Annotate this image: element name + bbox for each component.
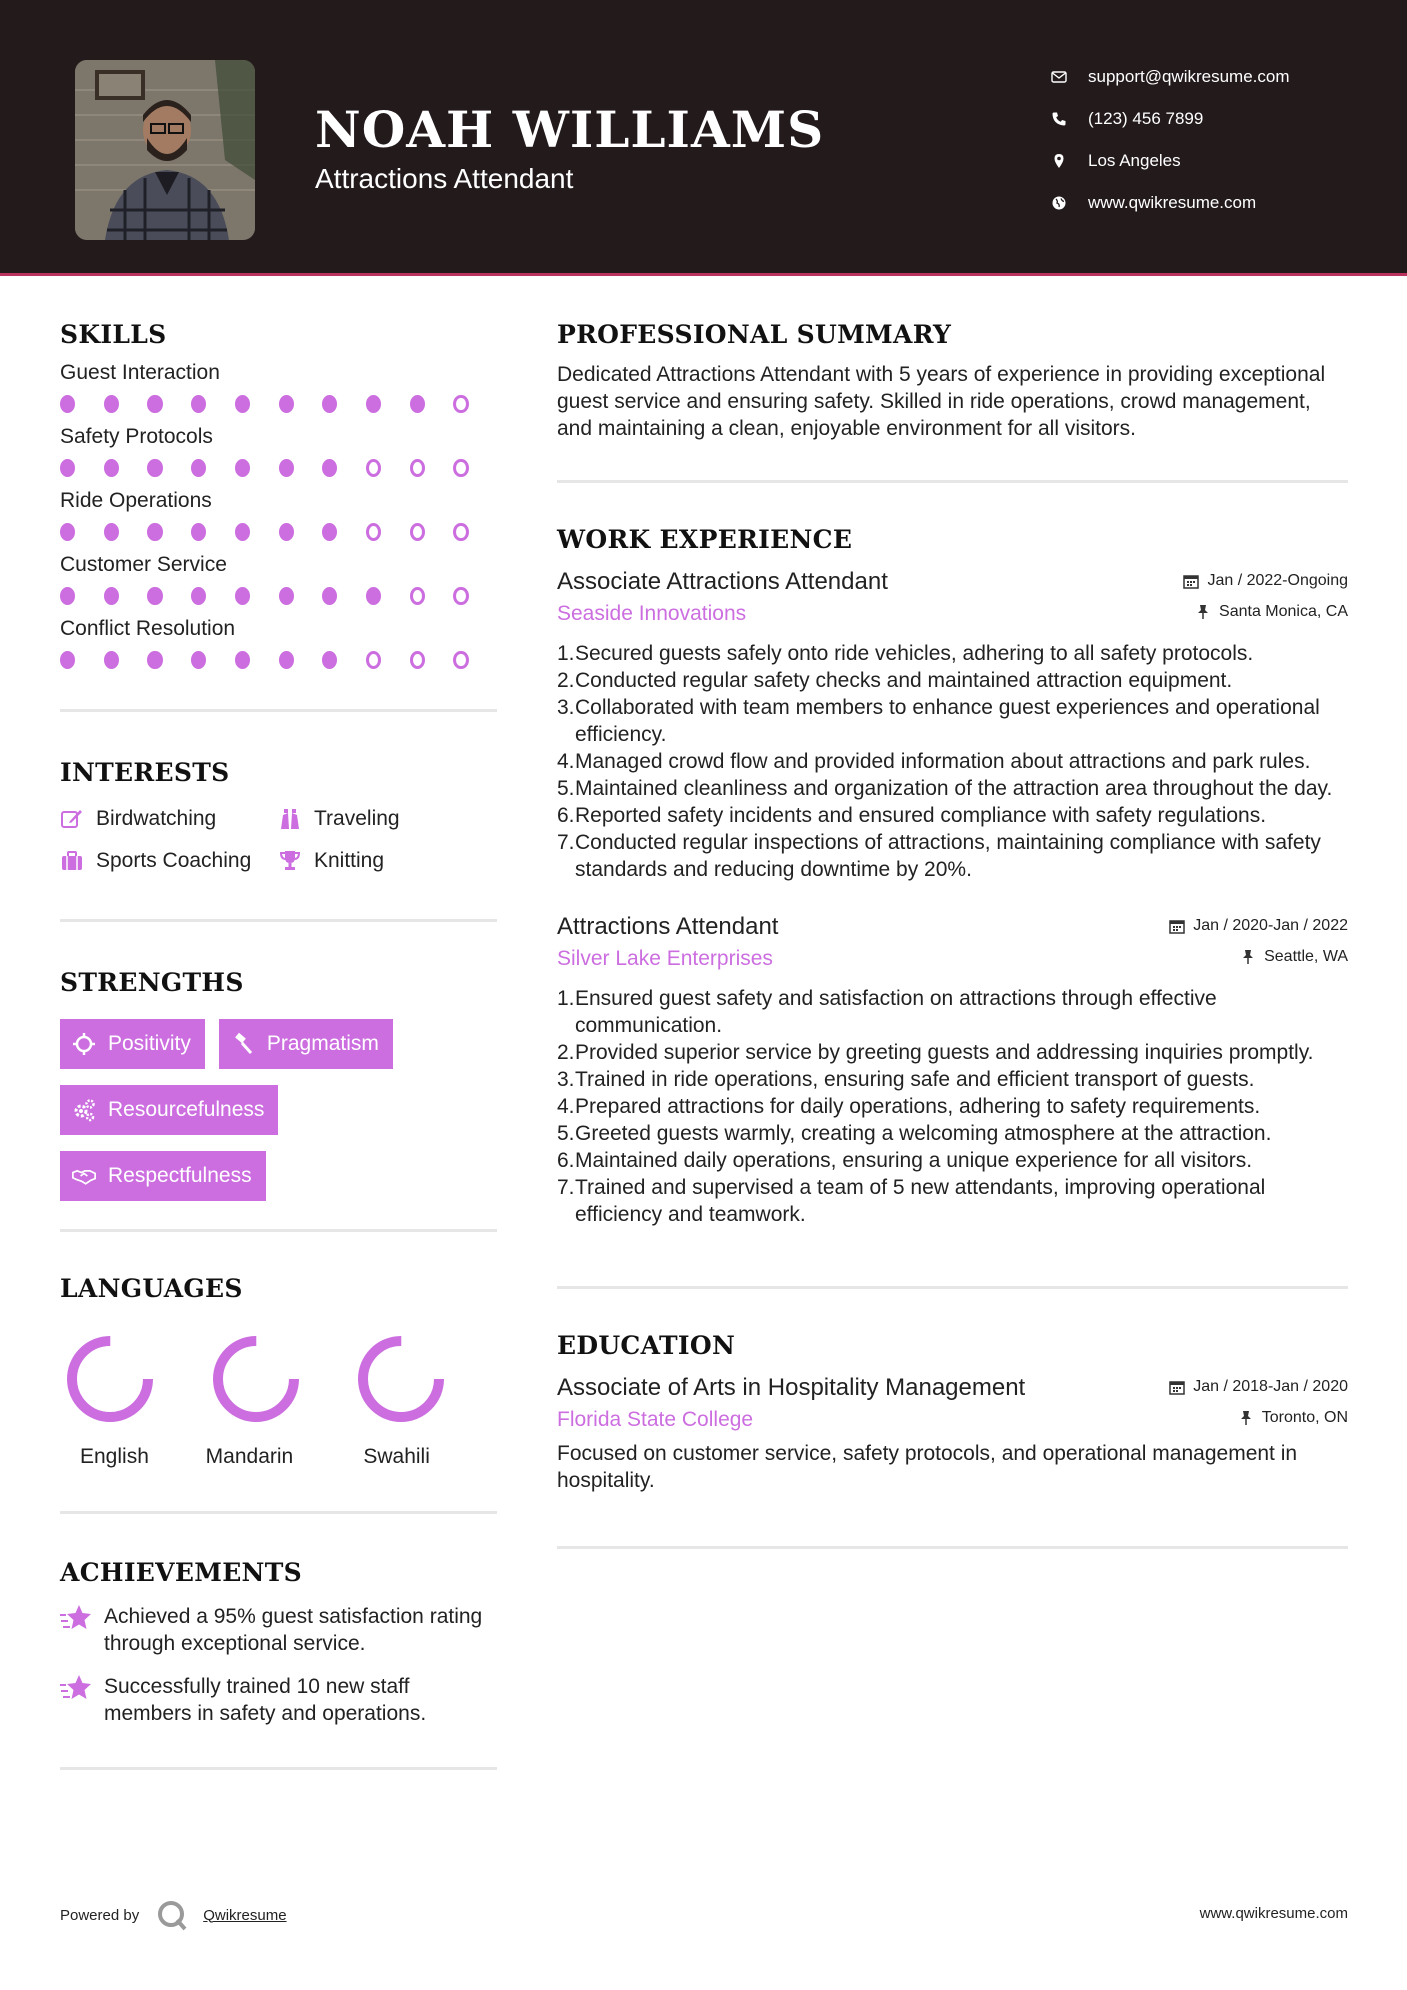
job-bullet xyxy=(557,985,1348,1039)
calendar-icon xyxy=(1169,918,1185,934)
gears-icon xyxy=(72,1098,96,1122)
job-bullet xyxy=(557,1066,1348,1093)
degree-title: Associate of Arts in Hospitality Management xyxy=(557,1374,1026,1401)
skill-item xyxy=(60,553,497,605)
rating-dot-filled xyxy=(147,651,162,669)
job-bullet xyxy=(557,1039,1348,1066)
rating-dot-filled xyxy=(322,523,337,541)
calendar-icon xyxy=(1183,573,1199,589)
rating-dot-filled xyxy=(279,523,294,541)
education-heading: EDUCATION xyxy=(557,1331,736,1360)
job-bullet xyxy=(557,1174,1348,1228)
job-bullet xyxy=(557,640,1348,667)
bullet-text: Prepared attractions for daily operations, adhering to safety requirements. xyxy=(575,1095,1261,1118)
rating-dot-filled xyxy=(235,587,250,605)
strengths-list xyxy=(60,1019,497,1201)
rating-dot-filled xyxy=(235,523,250,541)
achievement-item xyxy=(60,1603,497,1657)
pushpin-icon xyxy=(1238,1410,1254,1426)
rating-dot-filled xyxy=(147,395,162,413)
rating-dot-empty xyxy=(453,523,468,541)
job-bullet xyxy=(557,829,1348,883)
achievement-item xyxy=(60,1673,497,1727)
rating-dot-empty xyxy=(366,651,381,669)
education-location xyxy=(1238,1409,1348,1427)
language-level-ring xyxy=(206,1329,306,1429)
skill-rating xyxy=(60,523,497,541)
skill-rating xyxy=(60,651,497,669)
rating-dot-filled xyxy=(60,587,75,605)
contact-phone-text: (123) 456 7899 xyxy=(1088,109,1204,128)
languages-section xyxy=(60,1274,497,1469)
rating-dot-empty xyxy=(410,459,425,477)
strength-label: Respectfulness xyxy=(108,1164,252,1187)
interest-item xyxy=(60,807,278,831)
hiking-people-icon xyxy=(278,807,302,831)
powered-by-text: Powered by xyxy=(60,1906,140,1924)
skill-name: Guest Interaction xyxy=(60,361,220,384)
bullet-text: Conducted regular safety checks and maintained attraction equipment. xyxy=(575,669,1233,692)
rating-dot-filled xyxy=(279,587,294,605)
education-dates xyxy=(1169,1378,1348,1396)
rating-dot-filled xyxy=(410,395,425,413)
language-level-arc xyxy=(218,1341,294,1417)
strength-label: Pragmatism xyxy=(266,1032,379,1055)
section-divider xyxy=(60,709,497,712)
bullet-text: Greeted guests warmly, creating a welcoming atmosphere at the attraction. xyxy=(575,1122,1272,1145)
languages-heading: LANGUAGES xyxy=(60,1274,243,1303)
section-divider xyxy=(557,480,1348,483)
job-bullet xyxy=(557,802,1348,829)
skills-heading: SKILLS xyxy=(60,320,167,349)
bullet-number: 5. xyxy=(557,777,575,800)
job-title: Associate Attractions Attendant xyxy=(557,568,888,595)
rating-dot-filled xyxy=(191,395,206,413)
interest-label: Sports Coaching xyxy=(96,849,252,872)
section-divider xyxy=(60,1511,497,1514)
bullet-number: 4. xyxy=(557,1095,575,1118)
job-bullet xyxy=(557,1120,1348,1147)
language-level-ring xyxy=(60,1329,160,1429)
skills-list xyxy=(60,361,497,669)
section-divider xyxy=(60,1229,497,1232)
language-label: English xyxy=(80,1445,149,1468)
contact-email-text: support@qwikresume.com xyxy=(1088,67,1290,86)
job-bullet xyxy=(557,1147,1348,1174)
summary-text: Dedicated Attractions Attendant with 5 years of experience in providing exceptional guest service and ensuring safety. Skilled in ride operations, crowd management, and maintaining a clean, enjoyable environment for all visitors. xyxy=(557,363,1326,440)
candidate-title: Attractions Attendant xyxy=(315,163,574,194)
footer-powered-by xyxy=(60,1898,287,1932)
bullet-text: Trained in ride operations, ensuring safe and efficient transport of guests. xyxy=(575,1068,1255,1091)
achievement-text: Achieved a 95% guest satisfaction rating through exceptional service. xyxy=(104,1605,483,1655)
rating-dot-filled xyxy=(104,651,119,669)
section-divider xyxy=(557,1286,1348,1289)
education-section xyxy=(557,1331,1348,1494)
job-bullet xyxy=(557,775,1348,802)
candidate-name: NOAH WILLIAMS xyxy=(315,100,825,159)
rating-dot-filled xyxy=(322,651,337,669)
resume-header xyxy=(0,0,1407,276)
strength-tag xyxy=(219,1019,393,1069)
rating-dot-empty xyxy=(410,587,425,605)
rating-dot-empty xyxy=(410,523,425,541)
job-bullet xyxy=(557,1093,1348,1120)
calendar-icon xyxy=(1169,1379,1185,1395)
strengths-section xyxy=(60,968,497,1201)
skill-name: Ride Operations xyxy=(60,489,212,512)
bullet-text: Reported safety incidents and ensured compliance with safety regulations. xyxy=(575,804,1267,827)
language-level-arc xyxy=(363,1341,439,1417)
skill-item xyxy=(60,361,497,413)
rating-dot-filled xyxy=(279,651,294,669)
job-bullet xyxy=(557,667,1348,694)
language-label: Mandarin xyxy=(205,1445,294,1468)
language-item xyxy=(351,1329,497,1469)
job-dates-text: Jan / 2020-Jan / 2022 xyxy=(1193,917,1348,934)
job-bullet xyxy=(557,748,1348,775)
rating-dot-filled xyxy=(104,523,119,541)
rating-dot-empty xyxy=(366,459,381,477)
strength-tag xyxy=(60,1019,205,1069)
job-dates-text: Jan / 2022-Ongoing xyxy=(1207,572,1348,589)
rating-dot-filled xyxy=(104,395,119,413)
job-location xyxy=(1195,603,1348,621)
globe-icon xyxy=(1050,194,1068,212)
skill-rating xyxy=(60,587,497,605)
handshake-icon xyxy=(72,1164,96,1188)
bullet-number: 6. xyxy=(557,804,575,827)
star-award-icon xyxy=(60,1603,94,1633)
bullet-number: 6. xyxy=(557,1149,575,1172)
rating-dot-filled xyxy=(322,459,337,477)
rating-dot-filled xyxy=(147,587,162,605)
skill-item xyxy=(60,425,497,477)
education-dates-text: Jan / 2018-Jan / 2020 xyxy=(1193,1378,1348,1395)
rating-dot-filled xyxy=(191,459,206,477)
pushpin-icon xyxy=(1195,604,1211,620)
bullet-text: Maintained daily operations, ensuring a unique experience for all visitors. xyxy=(575,1149,1253,1172)
bullet-text: Conducted regular inspections of attractions, maintaining compliance with safety standards and reducing downtime by 20%. xyxy=(575,831,1321,881)
rating-dot-empty xyxy=(453,587,468,605)
bullet-number: 5. xyxy=(557,1122,575,1145)
education-location-text: Toronto, ON xyxy=(1261,1409,1348,1426)
rating-dot-filled xyxy=(104,459,119,477)
rating-dot-filled xyxy=(191,523,206,541)
rating-dot-filled xyxy=(322,587,337,605)
experience-heading: WORK EXPERIENCE xyxy=(557,525,853,554)
skill-name: Customer Service xyxy=(60,553,227,576)
job-dates xyxy=(1183,572,1348,590)
skill-item xyxy=(60,617,497,669)
bullet-text: Trained and supervised a team of 5 new attendants, improving operational efficiency and teamwork. xyxy=(575,1176,1266,1226)
skill-name: Safety Protocols xyxy=(60,425,213,448)
interest-label: Birdwatching xyxy=(96,807,217,830)
job-location-text: Santa Monica, CA xyxy=(1219,603,1348,620)
left-column xyxy=(60,320,497,1770)
school-name: Florida State College xyxy=(557,1408,754,1431)
education-description: Focused on customer service, safety protocols, and operational management in hospitality. xyxy=(557,1442,1298,1492)
skill-item xyxy=(60,489,497,541)
rating-dot-filled xyxy=(366,587,381,605)
rating-dot-filled xyxy=(147,459,162,477)
languages-list xyxy=(60,1329,497,1469)
bullet-number: 1. xyxy=(557,642,575,665)
contact-phone[interactable] xyxy=(1050,98,1290,140)
rating-dot-empty xyxy=(410,651,425,669)
location-pin-icon xyxy=(1050,152,1068,170)
contact-website[interactable] xyxy=(1050,182,1290,224)
strength-label: Positivity xyxy=(108,1032,191,1055)
rating-dot-filled xyxy=(104,587,119,605)
interests-list xyxy=(60,807,497,873)
interests-heading: INTERESTS xyxy=(60,758,230,787)
experience-section xyxy=(557,525,1348,1228)
rating-dot-empty xyxy=(453,651,468,669)
section-divider xyxy=(557,1546,1348,1549)
skill-rating xyxy=(60,395,497,413)
right-column xyxy=(557,320,1348,1549)
qwikresume-logo-icon xyxy=(155,1898,189,1932)
phone-icon xyxy=(1050,110,1068,128)
interest-item xyxy=(278,807,478,831)
contact-list xyxy=(1050,56,1290,224)
bullet-number: 4. xyxy=(557,750,575,773)
job-dates xyxy=(1169,917,1348,935)
skill-name: Conflict Resolution xyxy=(60,617,236,640)
job-entry xyxy=(557,913,1348,1228)
achievements-section xyxy=(60,1558,497,1727)
rating-dot-filled xyxy=(279,459,294,477)
rating-dot-empty xyxy=(453,459,468,477)
rating-dot-filled xyxy=(322,395,337,413)
strengths-heading: STRENGTHS xyxy=(60,968,244,997)
job-entry xyxy=(557,568,1348,883)
job-bullet xyxy=(557,694,1348,748)
bullet-text: Managed crowd flow and provided information about attractions and park rules. xyxy=(575,750,1311,773)
bullet-text: Collaborated with team members to enhance guest experiences and operational efficiency. xyxy=(575,696,1320,746)
bullet-number: 2. xyxy=(557,1041,575,1064)
bullet-number: 7. xyxy=(557,1176,575,1199)
rating-dot-filled xyxy=(235,651,250,669)
skills-section xyxy=(60,320,497,669)
bullet-text: Provided superior service by greeting guests and addressing inquiries promptly. xyxy=(575,1041,1314,1064)
job-bullets xyxy=(557,985,1348,1228)
rating-dot-empty xyxy=(453,395,468,413)
summary-heading: PROFESSIONAL SUMMARY xyxy=(557,320,952,349)
rating-dot-filled xyxy=(235,395,250,413)
job-bullets xyxy=(557,640,1348,883)
contact-email[interactable] xyxy=(1050,56,1290,98)
briefcase-icon xyxy=(60,849,84,873)
contact-location xyxy=(1050,140,1290,182)
bullet-number: 2. xyxy=(557,669,575,692)
envelope-icon xyxy=(1050,68,1068,86)
strength-tag xyxy=(60,1151,266,1201)
footer-website[interactable]: www.qwikresume.com xyxy=(1199,1905,1348,1922)
interest-item xyxy=(278,849,478,873)
interest-item xyxy=(60,849,278,873)
trophy-icon xyxy=(278,849,302,873)
profile-photo xyxy=(75,60,255,240)
bullet-number: 3. xyxy=(557,1068,575,1091)
job-title: Attractions Attendant xyxy=(557,913,779,940)
pushpin-icon xyxy=(1240,949,1256,965)
rating-dot-filled xyxy=(147,523,162,541)
rating-dot-filled xyxy=(235,459,250,477)
bullet-number: 7. xyxy=(557,831,575,854)
bullet-number: 1. xyxy=(557,987,575,1010)
language-label: Swahili xyxy=(363,1445,430,1468)
sun-gear-icon xyxy=(72,1032,96,1056)
bullet-text: Maintained cleanliness and organization of the attraction area throughout the day. xyxy=(575,777,1333,800)
gavel-icon xyxy=(231,1032,255,1056)
job-location xyxy=(1240,948,1348,966)
interests-section xyxy=(60,758,497,873)
pencil-square-icon xyxy=(60,807,84,831)
interest-label: Knitting xyxy=(314,849,385,872)
language-level-arc xyxy=(72,1341,148,1417)
rating-dot-filled xyxy=(191,587,206,605)
company-name: Seaside Innovations xyxy=(557,602,747,625)
summary-section xyxy=(557,320,1348,442)
company-name: Silver Lake Enterprises xyxy=(557,947,773,970)
section-divider xyxy=(60,1767,497,1770)
rating-dot-filled xyxy=(191,651,206,669)
language-item xyxy=(60,1329,206,1469)
bullet-text: Secured guests safely onto ride vehicles, adhering to all safety protocols. xyxy=(575,642,1254,665)
rating-dot-filled xyxy=(60,651,75,669)
rating-dot-filled xyxy=(60,523,75,541)
rating-dot-filled xyxy=(279,395,294,413)
section-divider xyxy=(60,919,497,922)
job-location-text: Seattle, WA xyxy=(1264,948,1348,965)
contact-website-text: www.qwikresume.com xyxy=(1088,193,1257,212)
strength-label: Resourcefulness xyxy=(108,1098,265,1121)
rating-dot-filled xyxy=(60,395,75,413)
strength-tag xyxy=(60,1085,278,1135)
rating-dot-filled xyxy=(60,459,75,477)
rating-dot-empty xyxy=(366,523,381,541)
language-item xyxy=(206,1329,352,1469)
interest-label: Traveling xyxy=(314,807,400,830)
achievements-heading: ACHIEVEMENTS xyxy=(60,1558,302,1587)
rating-dot-filled xyxy=(366,395,381,413)
skill-rating xyxy=(60,459,497,477)
contact-location-text: Los Angeles xyxy=(1088,151,1181,170)
bullet-text: Ensured guest safety and satisfaction on attractions through effective communication. xyxy=(575,987,1217,1037)
language-level-ring xyxy=(351,1329,451,1429)
star-award-icon xyxy=(60,1673,94,1703)
qwikresume-link[interactable]: Qwikresume xyxy=(203,1906,287,1924)
achievement-text: Successfully trained 10 new staff members in safety and operations. xyxy=(104,1675,427,1725)
bullet-number: 3. xyxy=(557,696,575,719)
